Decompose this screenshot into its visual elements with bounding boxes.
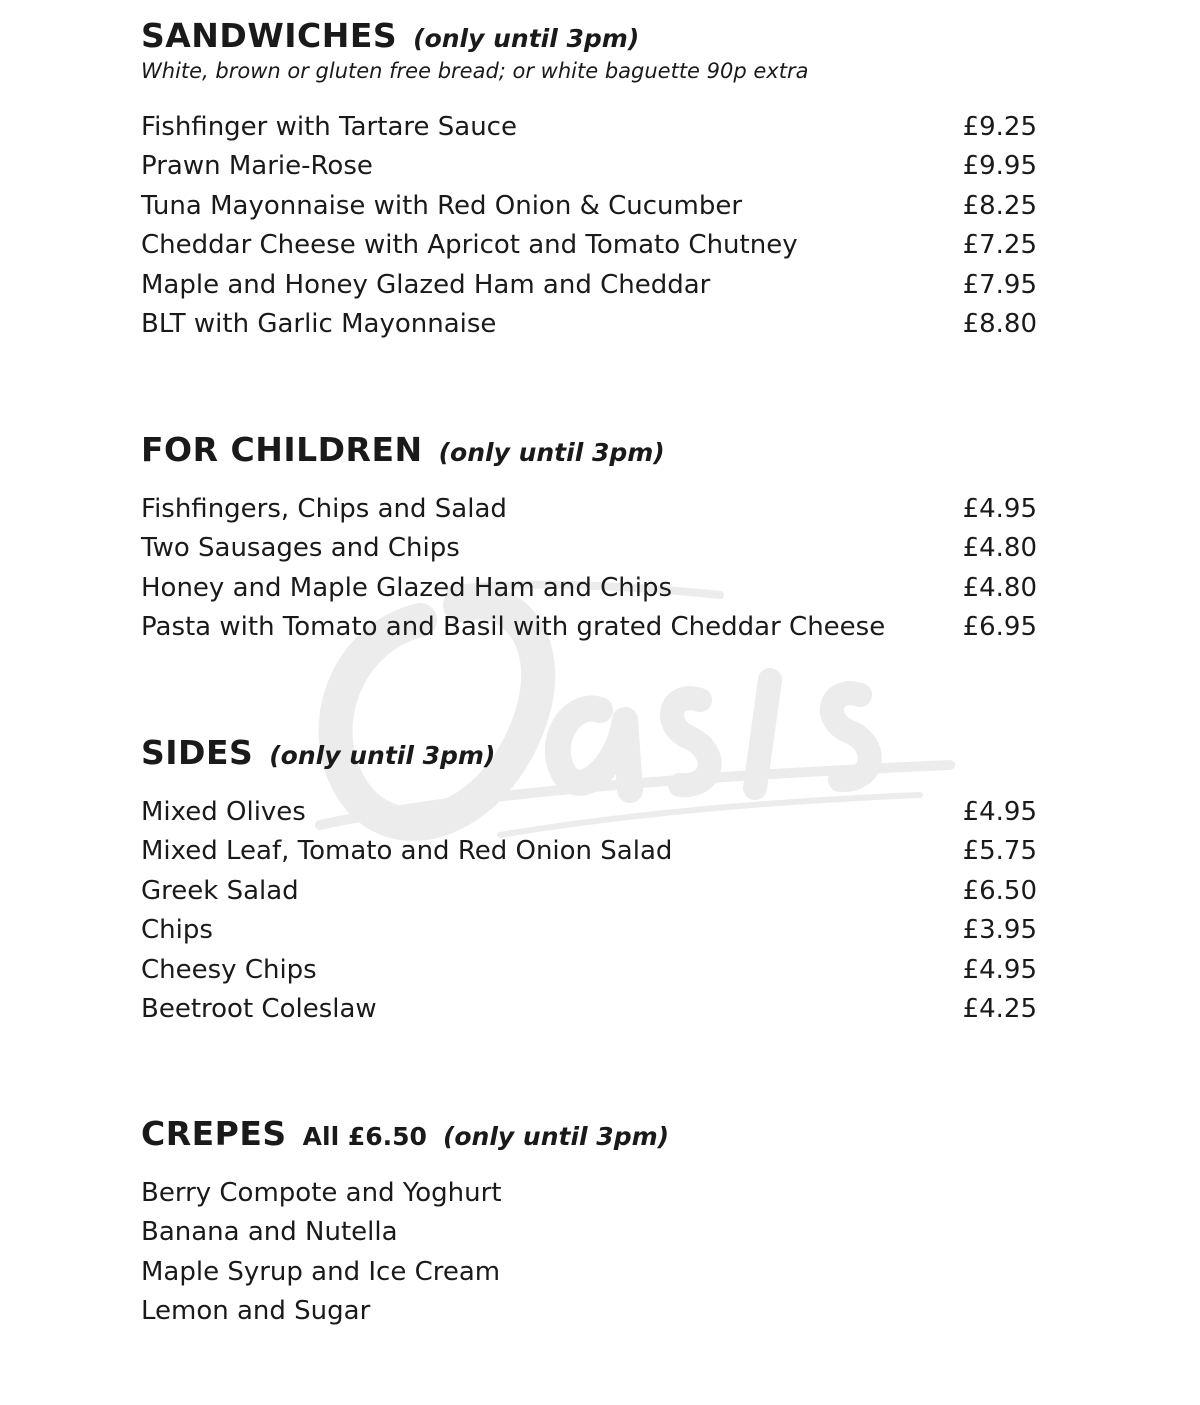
crepes-item-list xyxy=(141,1178,1037,1336)
crepes-all-price: All £6.50 xyxy=(302,1122,427,1151)
menu-item-name: Tuna Mayonnaise with Red Onion & Cucumber xyxy=(141,190,743,221)
menu-item xyxy=(141,994,1037,1033)
menu-item-name: Pasta with Tomato and Basil with grated Cheddar Cheese xyxy=(141,612,886,643)
menu-item-name: Maple and Honey Glazed Ham and Cheddar xyxy=(141,269,711,300)
menu-item-price: £3.95 xyxy=(962,915,1037,946)
sandwiches-item-list xyxy=(141,112,1037,348)
sides-title: SIDES xyxy=(141,733,254,772)
menu-item-price: £6.50 xyxy=(962,875,1037,906)
menu-item-name: Fishfinger with Tartare Sauce xyxy=(141,112,517,142)
menu-item xyxy=(141,876,1037,915)
menu-item xyxy=(141,112,1037,151)
menu-item-price: £4.80 xyxy=(962,533,1037,564)
menu-item-name: Maple Syrup and Ice Cream xyxy=(141,1256,501,1287)
children-time-note: (only until 3pm) xyxy=(438,438,665,467)
sides-item-list xyxy=(141,797,1037,1033)
menu-item-name: Honey and Maple Glazed Ham and Chips xyxy=(141,572,672,603)
sandwiches-section xyxy=(141,16,1041,339)
menu-item-price: £7.25 xyxy=(962,230,1037,261)
sandwiches-time-note: (only until 3pm) xyxy=(413,24,640,53)
menu-item-name: Banana and Nutella xyxy=(141,1217,398,1248)
sandwiches-heading xyxy=(141,16,1041,55)
menu-item xyxy=(141,230,1037,269)
menu-item xyxy=(141,915,1037,954)
children-section xyxy=(141,430,1041,643)
menu-item xyxy=(141,1296,1037,1335)
menu-item-price: £8.25 xyxy=(962,190,1037,221)
menu-item-price: £9.25 xyxy=(962,112,1037,142)
menu-item-name: Beetroot Coleslaw xyxy=(141,993,377,1024)
menu-item xyxy=(141,191,1037,230)
menu-item-price: £4.95 xyxy=(962,494,1037,524)
menu-item xyxy=(141,151,1037,190)
menu-item-name: Mixed Olives xyxy=(141,797,306,827)
children-item-list xyxy=(141,494,1037,652)
crepes-time-note: (only until 3pm) xyxy=(442,1122,670,1151)
menu-item-price: £4.80 xyxy=(962,572,1037,603)
menu-item xyxy=(141,494,1037,533)
sides-section xyxy=(141,733,1041,1024)
menu-item-price: £9.95 xyxy=(962,151,1037,182)
menu-item xyxy=(141,1257,1037,1296)
crepes-section xyxy=(141,1114,1041,1327)
menu-item-name: Berry Compote and Yoghurt xyxy=(141,1178,502,1208)
menu-item-price: £4.25 xyxy=(962,993,1037,1024)
menu-item xyxy=(141,836,1037,875)
sides-time-note: (only until 3pm) xyxy=(269,741,496,770)
menu-item xyxy=(141,270,1037,309)
menu-item-price: £5.75 xyxy=(962,836,1037,867)
menu-item-price: £4.95 xyxy=(962,797,1037,827)
crepes-heading xyxy=(141,1114,1041,1153)
menu-item-price: £6.95 xyxy=(962,612,1037,643)
menu-item xyxy=(141,533,1037,572)
menu-item-price: £4.95 xyxy=(962,954,1037,985)
menu-item xyxy=(141,1217,1037,1256)
menu-item-price: £8.80 xyxy=(962,308,1037,339)
menu-item xyxy=(141,1178,1037,1217)
sides-heading xyxy=(141,733,1041,772)
menu-item-name: Chips xyxy=(141,915,213,946)
menu-item-price: £7.95 xyxy=(962,269,1037,300)
menu-item-name: BLT with Garlic Mayonnaise xyxy=(141,308,497,339)
children-heading xyxy=(141,430,1041,469)
menu-item-name: Lemon and Sugar xyxy=(141,1296,371,1327)
menu-item xyxy=(141,573,1037,612)
crepes-title: CREPES xyxy=(141,1114,287,1153)
menu-item xyxy=(141,309,1037,348)
sandwiches-bread-note: White, brown or gluten free bread; or white baguette 90p extra xyxy=(141,59,809,83)
menu-item-name: Cheddar Cheese with Apricot and Tomato Chutney xyxy=(141,230,798,261)
sandwiches-title: SANDWICHES xyxy=(141,16,398,55)
children-title: FOR CHILDREN xyxy=(141,430,423,469)
menu-item-name: Cheesy Chips xyxy=(141,954,317,985)
menu-item-name: Prawn Marie-Rose xyxy=(141,151,373,182)
menu-item-name: Greek Salad xyxy=(141,875,299,906)
menu-item-name: Two Sausages and Chips xyxy=(141,533,460,564)
menu-item xyxy=(141,797,1037,836)
menu-item-name: Fishfingers, Chips and Salad xyxy=(141,494,507,524)
menu-item xyxy=(141,612,1037,651)
menu-item-name: Mixed Leaf, Tomato and Red Onion Salad xyxy=(141,836,673,867)
menu-item xyxy=(141,955,1037,994)
